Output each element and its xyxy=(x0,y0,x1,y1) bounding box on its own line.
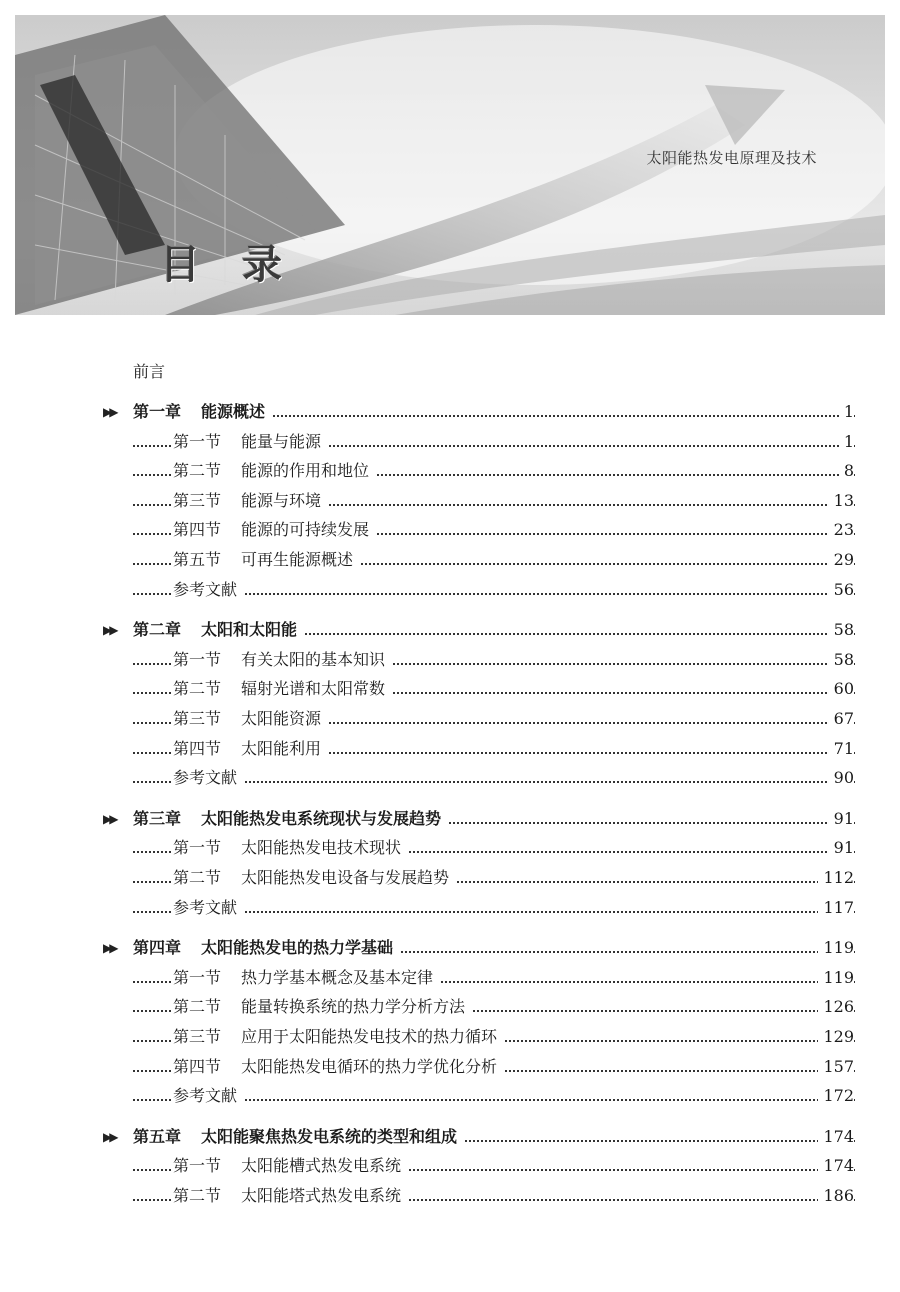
toc-page-number: 90 xyxy=(829,766,854,790)
toc-entry-number: 第二节 xyxy=(173,1186,222,1205)
toc-entry-number: 第二节 xyxy=(173,461,222,481)
toc-entry-label xyxy=(173,1184,407,1208)
toc-section-row[interactable] xyxy=(0,677,900,701)
toc-entry-title: 参考文献 xyxy=(173,579,238,599)
toc-section-row[interactable] xyxy=(0,707,900,731)
toc-entry-title: 太阳能聚焦热发电系统的类型和组成 xyxy=(201,1126,458,1146)
toc-entry-title: 能量与能源 xyxy=(241,431,322,451)
toc-entry-number: 第二章 xyxy=(133,620,182,640)
toc-entry-label xyxy=(173,896,243,920)
toc-entry-label xyxy=(173,866,455,890)
toc-entry-title: 太阳能利用 xyxy=(241,738,322,758)
toc-entry-title: 参考文献 xyxy=(173,1086,238,1106)
toc-entry-label xyxy=(173,836,407,860)
toc-entry-label xyxy=(133,1125,463,1149)
chapter-arrow-icon: ▶▶ xyxy=(103,405,116,419)
chapter-arrow-icon: ▶▶ xyxy=(103,623,116,638)
toc-entry-title: 太阳能槽式热发电系统 xyxy=(241,1156,402,1176)
toc-entry-number: 第一节 xyxy=(173,431,222,451)
toc-page-number: 91 xyxy=(829,836,854,860)
toc-entry-title: 太阳能热发电的热力学基础 xyxy=(201,938,394,958)
toc-page-number: 1 xyxy=(839,400,854,424)
toc-entry-label xyxy=(173,766,243,790)
toc-page-number: 23 xyxy=(829,518,854,542)
toc-entry-number: 第二节 xyxy=(173,679,222,699)
toc-entry-title: 太阳能热发电系统现状与发展趋势 xyxy=(201,808,442,828)
toc-heading: 目录 xyxy=(160,242,324,288)
header-banner xyxy=(15,15,885,315)
toc-page-number: 91 xyxy=(829,807,854,831)
toc-entry-label xyxy=(173,518,375,542)
toc-entry-label xyxy=(173,966,439,990)
toc-entry-label xyxy=(133,400,271,424)
toc-page-number: 56 xyxy=(829,578,854,602)
toc-entry-title: 有关太阳的基本知识 xyxy=(241,649,386,669)
toc-entry-number: 第三节 xyxy=(173,709,222,728)
toc-section-row[interactable] xyxy=(0,1084,900,1108)
toc-section-row[interactable] xyxy=(0,995,900,1019)
toc-entry-title: 能量转换系统的热力学分析方法 xyxy=(241,997,466,1017)
toc-entry-label xyxy=(133,807,447,831)
toc-entry-number: 第五节 xyxy=(173,550,222,569)
toc-entry-number: 第一节 xyxy=(173,838,222,858)
toc-entry-number: 第四章 xyxy=(133,938,182,958)
toc-section-row[interactable] xyxy=(0,548,900,572)
toc-entry-title: 能源与环境 xyxy=(241,490,322,510)
toc-section-row[interactable] xyxy=(0,866,900,890)
toc-page-number: 29 xyxy=(829,548,854,572)
toc-entry-title: 太阳能热发电设备与发展趋势 xyxy=(241,868,450,887)
toc-page-number: 174 xyxy=(818,1154,854,1178)
toc-section-row[interactable] xyxy=(0,459,900,483)
toc-page-number: 58 xyxy=(829,618,854,642)
toc-entry-label xyxy=(173,578,243,602)
toc-section-row[interactable] xyxy=(0,766,900,790)
toc-entry-label xyxy=(133,936,399,960)
toc-chapter-row[interactable] xyxy=(0,1125,900,1149)
toc-page-number: 60 xyxy=(829,677,854,701)
toc-page-number: 71 xyxy=(829,737,854,761)
toc-entry-number: 第二节 xyxy=(173,997,222,1017)
toc-preface[interactable]: 前言 xyxy=(133,362,166,381)
toc-entry-number: 第三节 xyxy=(173,1027,222,1046)
toc-page-number: 13 xyxy=(829,489,854,513)
toc-entry-title: 参考文献 xyxy=(173,768,238,788)
toc-entry-number: 第三章 xyxy=(133,808,182,828)
toc-entry-number: 第四节 xyxy=(173,738,222,758)
toc-page-number: 8 xyxy=(839,459,854,483)
toc-page-number: 126 xyxy=(818,995,854,1019)
toc-section-row[interactable] xyxy=(0,489,900,513)
toc-page-number: 58 xyxy=(829,648,854,672)
toc-entry-number: 第二节 xyxy=(173,868,222,887)
toc-entry-label xyxy=(173,737,327,761)
toc-entry-title: 能源的作用和地位 xyxy=(241,461,370,481)
toc-entry-label xyxy=(173,1055,503,1079)
toc-entry-label xyxy=(173,459,375,483)
toc-section-row[interactable] xyxy=(0,896,900,920)
toc-entry-label xyxy=(173,430,327,454)
toc-section-row[interactable] xyxy=(0,966,900,990)
toc-entry-title: 太阳和太阳能 xyxy=(201,620,298,640)
toc-page-number: 67 xyxy=(829,707,854,731)
chapter-arrow-icon: ▶▶ xyxy=(103,941,116,956)
toc-section-row[interactable] xyxy=(0,1154,900,1178)
toc-entry-number: 第四节 xyxy=(173,520,222,540)
toc-entry-number: 第一节 xyxy=(173,967,222,987)
toc-chapter-row[interactable] xyxy=(0,400,900,424)
toc-page-number: 112 xyxy=(818,866,854,890)
toc-chapter-row[interactable] xyxy=(0,618,900,642)
toc-entry-label xyxy=(173,1025,503,1049)
toc-page-number: 119 xyxy=(818,966,854,990)
toc-section-row[interactable] xyxy=(0,430,900,454)
toc-section-row[interactable] xyxy=(0,737,900,761)
toc-entry-title: 应用于太阳能热发电技术的热力循环 xyxy=(241,1027,498,1046)
toc-entry-title: 太阳能塔式热发电系统 xyxy=(241,1186,402,1205)
toc-entry-title: 能源概述 xyxy=(201,402,266,421)
toc-entry-number: 第一节 xyxy=(173,649,222,669)
toc-page-number: 129 xyxy=(818,1025,854,1049)
toc-entry-title: 辐射光谱和太阳常数 xyxy=(241,679,386,699)
toc-entry-label xyxy=(173,1084,243,1108)
toc-section-row[interactable] xyxy=(0,578,900,602)
toc-section-row[interactable] xyxy=(0,836,900,860)
toc-entry-number: 第一节 xyxy=(173,1156,222,1176)
toc-section-row[interactable] xyxy=(0,518,900,542)
toc-page-number: 1 xyxy=(839,430,854,454)
toc-entry-title: 能源的可持续发展 xyxy=(241,520,370,540)
toc-entry-label xyxy=(173,995,471,1019)
toc-chapter-row[interactable] xyxy=(0,807,900,831)
toc-entry-label xyxy=(173,648,391,672)
toc-entry-label xyxy=(173,1154,407,1178)
toc-entry-label xyxy=(173,489,327,513)
toc-entry-title: 太阳能热发电技术现状 xyxy=(241,838,402,858)
toc-section-row[interactable] xyxy=(0,1184,900,1208)
toc-page-number: 174 xyxy=(818,1125,854,1149)
chapter-arrow-icon: ▶▶ xyxy=(103,811,116,826)
toc-entry-title: 太阳能资源 xyxy=(241,709,322,728)
toc-entry-title: 太阳能热发电循环的热力学优化分析 xyxy=(241,1056,498,1076)
toc-entry-label xyxy=(133,618,303,642)
toc-entry-number: 第五章 xyxy=(133,1126,182,1146)
toc-chapter-row[interactable] xyxy=(0,936,900,960)
toc-section-row[interactable] xyxy=(0,1055,900,1079)
toc-page-number: 172 xyxy=(818,1084,854,1108)
toc-entry-title: 热力学基本概念及基本定律 xyxy=(241,967,434,987)
toc-entry-number: 第四节 xyxy=(173,1056,222,1076)
toc-entry-title: 参考文献 xyxy=(173,897,238,917)
toc-entry-title: 可再生能源概述 xyxy=(241,550,354,569)
toc-section-row[interactable] xyxy=(0,648,900,672)
toc-entry-label xyxy=(173,548,359,572)
toc-entry-number: 第三节 xyxy=(173,490,222,510)
chapter-arrow-icon: ▶▶ xyxy=(103,1129,116,1144)
toc-page-number: 157 xyxy=(818,1055,854,1079)
toc-page-number: 117 xyxy=(818,896,854,920)
toc-page-number: 186 xyxy=(818,1184,854,1208)
toc-page-number: 119 xyxy=(818,936,854,960)
book-title: 太阳能热发电原理及技术 xyxy=(646,149,817,167)
toc-entry-number: 第一章 xyxy=(133,402,182,421)
toc-entry-label xyxy=(173,707,327,731)
toc-entry-label xyxy=(173,677,391,701)
toc-section-row[interactable] xyxy=(0,1025,900,1049)
